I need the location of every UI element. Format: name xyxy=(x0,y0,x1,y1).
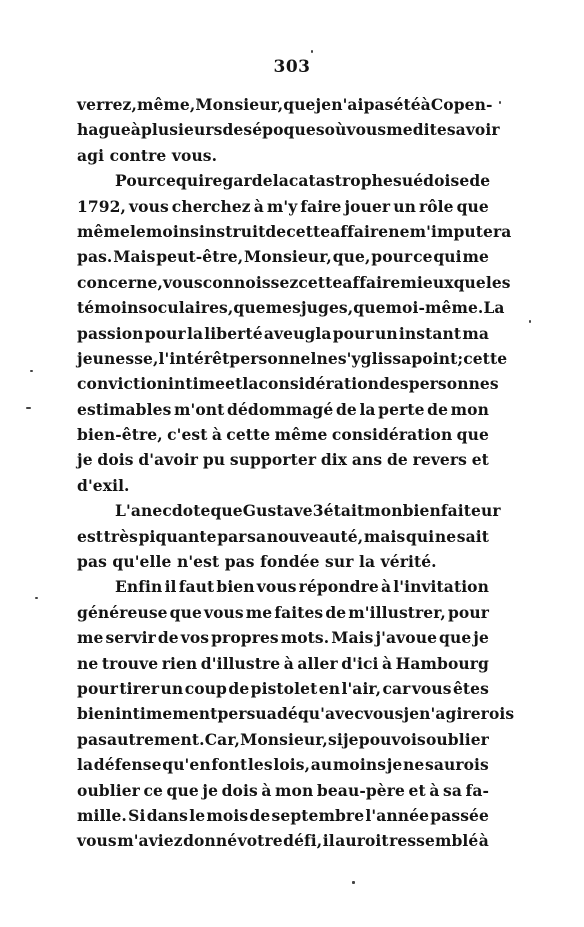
word: à xyxy=(380,577,392,597)
word: pour xyxy=(144,323,186,343)
word: ne xyxy=(434,526,457,546)
word: catastrophe xyxy=(288,171,393,191)
word: de xyxy=(325,602,347,622)
word: généreuse xyxy=(77,602,168,622)
word: un xyxy=(374,323,398,343)
word: la xyxy=(77,755,94,775)
word: Copen- xyxy=(430,95,493,114)
word: aller xyxy=(297,653,338,673)
word: à xyxy=(382,653,393,673)
word: suédoise xyxy=(393,171,470,191)
word: des xyxy=(379,374,409,394)
word: oublier xyxy=(77,780,140,800)
word: Hambourg xyxy=(395,653,489,673)
text-line xyxy=(77,498,501,523)
word: passée xyxy=(430,805,489,825)
word: très xyxy=(103,526,138,546)
word: par xyxy=(217,526,247,546)
word: que, xyxy=(332,247,371,267)
text-line xyxy=(77,651,489,676)
word: même, xyxy=(136,95,196,114)
word: supporter xyxy=(229,450,317,470)
word: été xyxy=(393,95,421,114)
word: je xyxy=(77,450,93,470)
word: en xyxy=(318,678,341,698)
word: font xyxy=(211,755,248,775)
word: me xyxy=(245,602,273,622)
word: tirer xyxy=(119,678,160,698)
word: que xyxy=(453,272,486,292)
word: mieux xyxy=(400,272,454,292)
word: estimables xyxy=(77,399,172,419)
word: m'illustrer, xyxy=(348,602,446,622)
word: intimement xyxy=(115,704,218,724)
word: Monsieur, xyxy=(244,247,332,267)
word: à xyxy=(420,95,431,114)
word: pas xyxy=(77,729,107,749)
word: 1792, xyxy=(77,196,127,216)
word: moins xyxy=(145,221,200,241)
scan-speck xyxy=(35,597,38,599)
word: Car, xyxy=(204,729,240,749)
word: jeunesse, xyxy=(77,348,159,368)
text-line xyxy=(77,803,489,828)
word: connoissez xyxy=(202,272,299,292)
word: que xyxy=(169,602,202,622)
word: dédommagé xyxy=(227,399,334,419)
word: était xyxy=(323,501,365,521)
word: mille. xyxy=(77,805,127,825)
word: jouer xyxy=(344,196,391,216)
word: Pour xyxy=(115,171,157,191)
word: coup xyxy=(184,678,227,698)
word: à xyxy=(478,831,489,851)
word: que xyxy=(233,298,266,318)
word: un xyxy=(393,196,416,216)
word: je xyxy=(315,95,332,114)
body-text xyxy=(77,92,515,854)
word: autrement. xyxy=(107,729,205,749)
word: ans xyxy=(351,450,383,470)
word: m'y xyxy=(266,196,298,216)
word: ma xyxy=(462,323,489,343)
word: de xyxy=(469,171,491,191)
word: mon xyxy=(275,780,314,800)
word: peut-être, xyxy=(156,247,244,267)
word: considération xyxy=(331,425,453,445)
word: personnes xyxy=(408,374,499,394)
word: ne xyxy=(316,348,338,368)
word: affaire xyxy=(342,272,401,292)
word: vous xyxy=(363,704,404,724)
text-line xyxy=(77,778,489,803)
word: moins xyxy=(332,755,387,775)
text-line xyxy=(77,473,489,498)
word: je xyxy=(202,780,219,800)
word: vous xyxy=(77,831,117,851)
word: même xyxy=(274,425,328,445)
word: pour xyxy=(77,678,119,698)
word: faut xyxy=(178,577,215,597)
word: sait xyxy=(456,526,489,546)
word: faire xyxy=(300,196,342,216)
word: la xyxy=(242,374,259,394)
word: dans xyxy=(146,805,188,825)
word: pour xyxy=(447,602,489,622)
word: verrez, xyxy=(77,95,137,114)
word: trouve xyxy=(101,653,159,673)
text-line xyxy=(77,600,489,625)
word: si xyxy=(328,729,343,749)
word: Mais xyxy=(113,247,156,267)
word: défi, xyxy=(283,831,323,851)
word: cette xyxy=(463,348,508,368)
word: un xyxy=(160,678,184,698)
text-line xyxy=(77,219,512,244)
word: avoir xyxy=(455,120,500,140)
word: vos xyxy=(180,628,210,648)
word: septembre xyxy=(271,805,365,825)
word: Gustave xyxy=(242,501,313,521)
word: conviction xyxy=(77,374,169,394)
word: l'intérêt xyxy=(158,348,230,368)
text-line-content: pas qu'elle n'est pas fondée sur la vérité. xyxy=(77,552,437,572)
word: de xyxy=(228,678,250,698)
text-line xyxy=(77,524,489,549)
word: vous xyxy=(256,577,297,597)
word: à xyxy=(429,780,440,800)
word: intime xyxy=(168,374,226,394)
word: et xyxy=(408,780,426,800)
word: oculaires, xyxy=(147,298,234,318)
word: qui xyxy=(175,171,205,191)
word: au xyxy=(310,755,333,775)
word: L'anecdote xyxy=(115,501,211,521)
word: je xyxy=(403,704,420,724)
word: je xyxy=(342,729,359,749)
word: à xyxy=(283,653,294,673)
word: mon xyxy=(450,399,489,419)
text-line xyxy=(77,397,489,422)
word: les xyxy=(247,755,273,775)
word: n'ai xyxy=(331,95,364,114)
word: bien xyxy=(77,704,116,724)
word: point; xyxy=(411,348,464,368)
word: pas xyxy=(363,95,394,114)
text-line-content: d'exil. xyxy=(77,475,130,495)
text-line xyxy=(77,574,489,599)
word: pour xyxy=(371,247,413,267)
word: c'est xyxy=(167,425,208,445)
word: ressemblé xyxy=(389,831,479,851)
text-line xyxy=(77,270,511,295)
word: aveugla xyxy=(263,323,332,343)
word: de xyxy=(265,221,287,241)
word: que xyxy=(210,501,243,521)
word: d'avoir xyxy=(138,450,199,470)
word: 3 xyxy=(312,501,324,521)
scan-speck xyxy=(352,881,355,884)
text-line xyxy=(77,625,489,650)
text-line xyxy=(77,143,489,168)
word: mes xyxy=(265,298,301,318)
word: l'année xyxy=(365,805,430,825)
word: persuadé xyxy=(217,704,298,724)
word: m'imputera xyxy=(409,221,512,241)
word: s'y xyxy=(337,348,361,368)
word: dois xyxy=(221,780,258,800)
word: où xyxy=(324,120,347,140)
text-line xyxy=(77,168,489,193)
word: votre xyxy=(237,831,283,851)
word: dois xyxy=(97,450,134,470)
scan-speck xyxy=(30,370,33,372)
word: me xyxy=(386,120,413,140)
word: que xyxy=(456,425,489,445)
word: fa- xyxy=(465,780,489,800)
word: qui xyxy=(405,526,435,546)
word: que xyxy=(353,298,386,318)
word: dites xyxy=(412,120,456,140)
text-line xyxy=(77,295,505,320)
word: bien-être, xyxy=(77,425,163,445)
word: de xyxy=(335,399,357,419)
text-line xyxy=(77,92,493,117)
word: plusieurs xyxy=(140,120,223,140)
word: rôle xyxy=(418,196,454,216)
word: les xyxy=(485,272,511,292)
word: ce xyxy=(156,171,176,191)
text-line xyxy=(77,701,515,726)
word: de xyxy=(249,805,271,825)
word: faites xyxy=(274,602,324,622)
text-line xyxy=(77,244,489,269)
word: rien xyxy=(161,653,198,673)
word: mots. xyxy=(280,628,330,648)
word: vous xyxy=(346,120,387,140)
word: et xyxy=(471,450,489,470)
word: des xyxy=(222,120,253,140)
word: époques xyxy=(252,120,325,140)
word: beau-père xyxy=(316,780,405,800)
word: témoins xyxy=(77,298,148,318)
scan-speck xyxy=(311,50,313,53)
word: l'air, xyxy=(341,678,382,698)
word: perte xyxy=(378,399,425,419)
word: à xyxy=(211,425,222,445)
word: concerne, xyxy=(77,272,163,292)
word: il xyxy=(322,831,335,851)
word: l'invitation xyxy=(393,577,489,597)
word: bien xyxy=(216,577,255,597)
word: donné xyxy=(183,831,238,851)
word: que xyxy=(283,95,316,114)
word: de xyxy=(157,628,179,648)
word: la xyxy=(186,323,204,343)
text-line xyxy=(77,371,499,396)
word: que xyxy=(439,628,472,648)
word: juges, xyxy=(300,298,354,318)
word: la xyxy=(359,399,376,419)
word: je xyxy=(473,628,489,648)
scan-speck xyxy=(26,407,31,409)
word: car xyxy=(382,678,411,698)
word: qu'avec xyxy=(297,704,364,724)
word: à xyxy=(261,780,272,800)
word: de xyxy=(427,399,449,419)
word: je xyxy=(386,755,403,775)
word: cherchez xyxy=(171,196,251,216)
text-line xyxy=(77,321,489,346)
text-line xyxy=(77,727,489,752)
word: hague xyxy=(77,120,131,140)
word: que xyxy=(456,196,489,216)
text-line xyxy=(77,346,508,371)
word: mois xyxy=(206,805,249,825)
word: d'illustre xyxy=(200,653,281,673)
text-line xyxy=(77,828,489,853)
word: le xyxy=(129,221,146,241)
scan-speck xyxy=(499,101,501,104)
word: m'aviez xyxy=(117,831,183,851)
word: revers xyxy=(412,450,467,470)
word: Monsieur, xyxy=(195,95,284,114)
word: et xyxy=(225,374,243,394)
word: d'ici xyxy=(341,653,379,673)
word: sa xyxy=(443,780,462,800)
word: personnel xyxy=(229,348,317,368)
word: considération xyxy=(258,374,380,394)
word: saurois xyxy=(425,755,489,775)
word: ce xyxy=(143,780,163,800)
word: La xyxy=(483,298,505,318)
word: à xyxy=(253,196,264,216)
word: il xyxy=(164,577,177,597)
scan-speck xyxy=(529,320,531,323)
text-line-content: agi contre vous. xyxy=(77,145,218,165)
word: vous xyxy=(204,602,244,622)
word: vous xyxy=(162,272,203,292)
word: ne xyxy=(388,221,410,241)
text-line xyxy=(77,447,489,472)
word: répondre xyxy=(298,577,379,597)
word: vous xyxy=(129,196,169,216)
word: de xyxy=(386,450,408,470)
word: j'avoue xyxy=(375,628,438,648)
word: est xyxy=(77,526,104,546)
word: sa xyxy=(247,526,267,546)
text-line xyxy=(77,422,489,447)
word: ne xyxy=(77,653,99,673)
word: cette xyxy=(298,272,343,292)
word: dix xyxy=(320,450,348,470)
word: même xyxy=(77,221,130,241)
page-number: 303 xyxy=(273,57,311,77)
word: qu'en xyxy=(162,755,211,775)
word: m'ont xyxy=(174,399,225,419)
text-line xyxy=(77,117,500,142)
word: Enfin xyxy=(115,577,163,597)
word: me xyxy=(462,247,489,267)
word: nouveauté, xyxy=(266,526,364,546)
word: cette xyxy=(226,425,271,445)
text-line xyxy=(77,676,489,701)
word: affaire xyxy=(330,221,389,241)
word: instruit xyxy=(199,221,266,241)
word: le xyxy=(189,805,206,825)
word: auroit xyxy=(335,831,389,851)
word: pu xyxy=(202,450,226,470)
word: cette xyxy=(286,221,331,241)
word: lois, xyxy=(273,755,311,775)
word: Monsieur, xyxy=(240,729,328,749)
word: défense xyxy=(93,755,162,775)
word: bienfaiteur xyxy=(402,501,501,521)
word: êtes xyxy=(452,678,489,698)
word: instant xyxy=(398,323,462,343)
word: propres xyxy=(211,628,279,648)
word: passion xyxy=(77,323,144,343)
word: pouvois xyxy=(358,729,426,749)
word: vous xyxy=(411,678,452,698)
word: pour xyxy=(332,323,374,343)
word: moi-même. xyxy=(385,298,484,318)
word: qui xyxy=(433,247,462,267)
word: mais xyxy=(363,526,406,546)
word: Mais xyxy=(331,628,374,648)
word: piquante xyxy=(138,526,217,546)
text-line xyxy=(77,194,489,219)
word: me xyxy=(77,628,104,648)
word: que xyxy=(166,780,199,800)
word: à xyxy=(130,120,141,140)
word: servir xyxy=(105,628,156,648)
word: glissa xyxy=(360,348,412,368)
word: mon xyxy=(364,501,403,521)
word: la xyxy=(272,171,289,191)
text-line xyxy=(77,549,489,574)
word: ne xyxy=(403,755,425,775)
word: liberté xyxy=(204,323,263,343)
text-line xyxy=(77,752,489,777)
word: pas. xyxy=(77,247,113,267)
word: Si xyxy=(128,805,146,825)
word: oublier xyxy=(425,729,489,749)
word: n'agirerois xyxy=(419,704,515,724)
word: ce xyxy=(413,247,433,267)
word: regarde xyxy=(204,171,273,191)
word: pistolet xyxy=(250,678,318,698)
